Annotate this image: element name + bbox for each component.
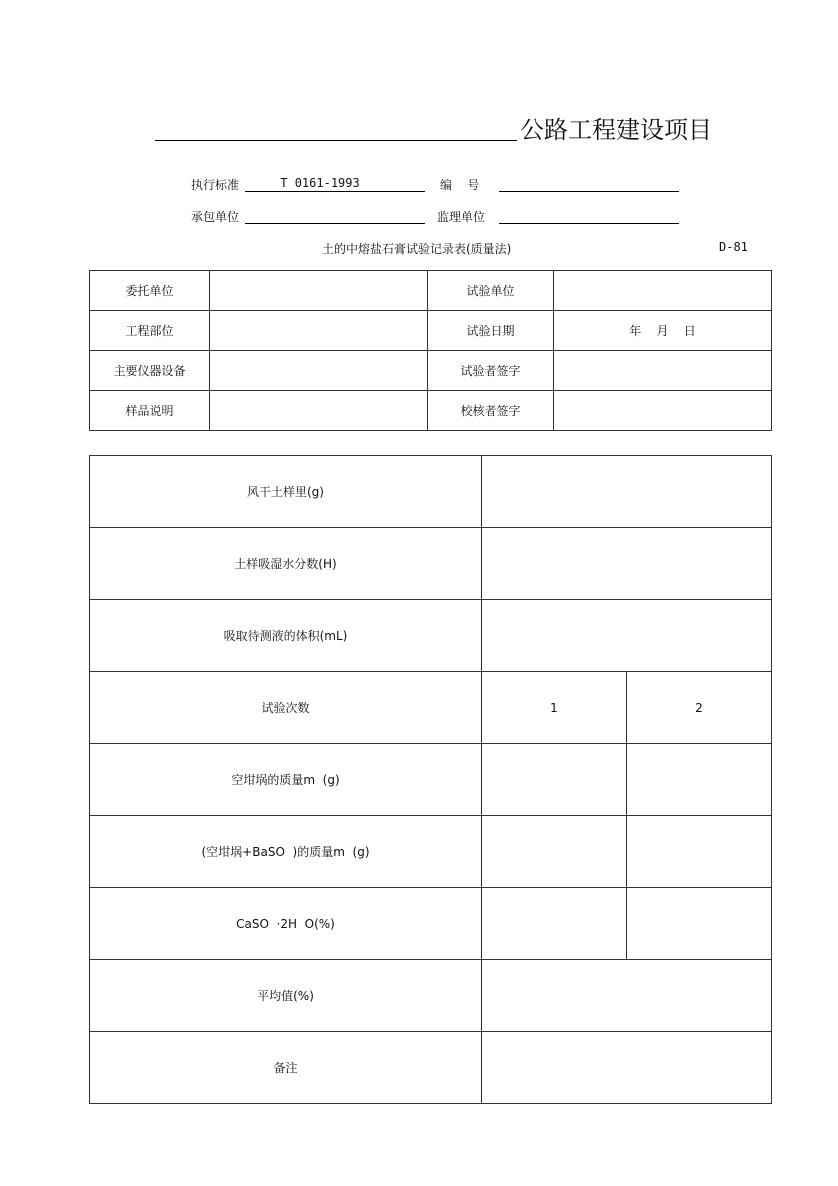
table-row — [90, 456, 772, 528]
value-cell[interactable] — [482, 960, 772, 1032]
info-label: 试验日期 — [428, 311, 554, 351]
row-label: CaSO ·2H O(%) — [90, 888, 482, 960]
value-cell[interactable] — [482, 744, 627, 816]
value-cell[interactable] — [482, 816, 627, 888]
table-row — [90, 672, 772, 744]
info-value[interactable] — [554, 391, 772, 431]
trial-1: 1 — [482, 672, 627, 744]
row-label: 风干土样里(g) — [90, 456, 482, 528]
info-label: 试验者签字 — [428, 351, 554, 391]
info-label: 样品说明 — [90, 391, 210, 431]
test-table — [89, 455, 772, 1104]
row-label: 试验次数 — [90, 672, 482, 744]
row-label: 空坩埚的质量m (g) — [90, 744, 482, 816]
info-value[interactable]: 年 月 日 — [554, 311, 772, 351]
standard-value[interactable]: T 0161-1993 — [280, 176, 360, 190]
info-label: 试验单位 — [428, 271, 554, 311]
table-row — [90, 1032, 772, 1104]
document-title: 公路工程建设项目 — [520, 116, 712, 144]
value-cell[interactable] — [482, 528, 772, 600]
info-label: 校核者签字 — [428, 391, 554, 431]
value-cell[interactable] — [482, 1032, 772, 1104]
info-label: 委托单位 — [90, 271, 210, 311]
info-value[interactable] — [210, 391, 428, 431]
table-row — [90, 528, 772, 600]
table-row — [90, 744, 772, 816]
info-row — [90, 351, 772, 391]
row-label: (空坩埚+BaSO )的质量m (g) — [90, 816, 482, 888]
value-cell[interactable] — [482, 888, 627, 960]
table-row — [90, 600, 772, 672]
value-cell[interactable] — [627, 744, 772, 816]
info-table — [89, 270, 772, 431]
project-name-line[interactable] — [155, 140, 517, 141]
form-title: 土的中熔盐石膏试验记录表(质量法) — [322, 242, 512, 256]
form-code: D-81 — [719, 240, 748, 254]
value-cell[interactable] — [482, 600, 772, 672]
trial-2: 2 — [627, 672, 772, 744]
standard-label: 执行标准 — [191, 178, 240, 192]
info-value[interactable] — [210, 351, 428, 391]
info-row — [90, 391, 772, 431]
info-row — [90, 311, 772, 351]
contractor-field[interactable] — [245, 223, 425, 224]
supervisor-field[interactable] — [499, 223, 679, 224]
table-row — [90, 816, 772, 888]
value-cell[interactable] — [627, 816, 772, 888]
row-label: 平均值(%) — [90, 960, 482, 1032]
contractor-label: 承包单位 — [191, 210, 240, 224]
row-label: 备注 — [90, 1032, 482, 1104]
row-label: 吸取待测液的体积(mL) — [90, 600, 482, 672]
number-label: 编 号 — [440, 178, 480, 192]
info-value[interactable] — [554, 271, 772, 311]
info-value[interactable] — [210, 271, 428, 311]
number-field[interactable] — [499, 191, 679, 192]
info-label: 工程部位 — [90, 311, 210, 351]
info-value[interactable] — [210, 311, 428, 351]
row-label: 土样吸湿水分数(H) — [90, 528, 482, 600]
info-label: 主要仪器设备 — [90, 351, 210, 391]
supervisor-label: 监理单位 — [437, 210, 486, 224]
value-cell[interactable] — [482, 456, 772, 528]
info-row — [90, 271, 772, 311]
info-value[interactable] — [554, 351, 772, 391]
value-cell[interactable] — [627, 888, 772, 960]
table-row — [90, 888, 772, 960]
table-row — [90, 960, 772, 1032]
